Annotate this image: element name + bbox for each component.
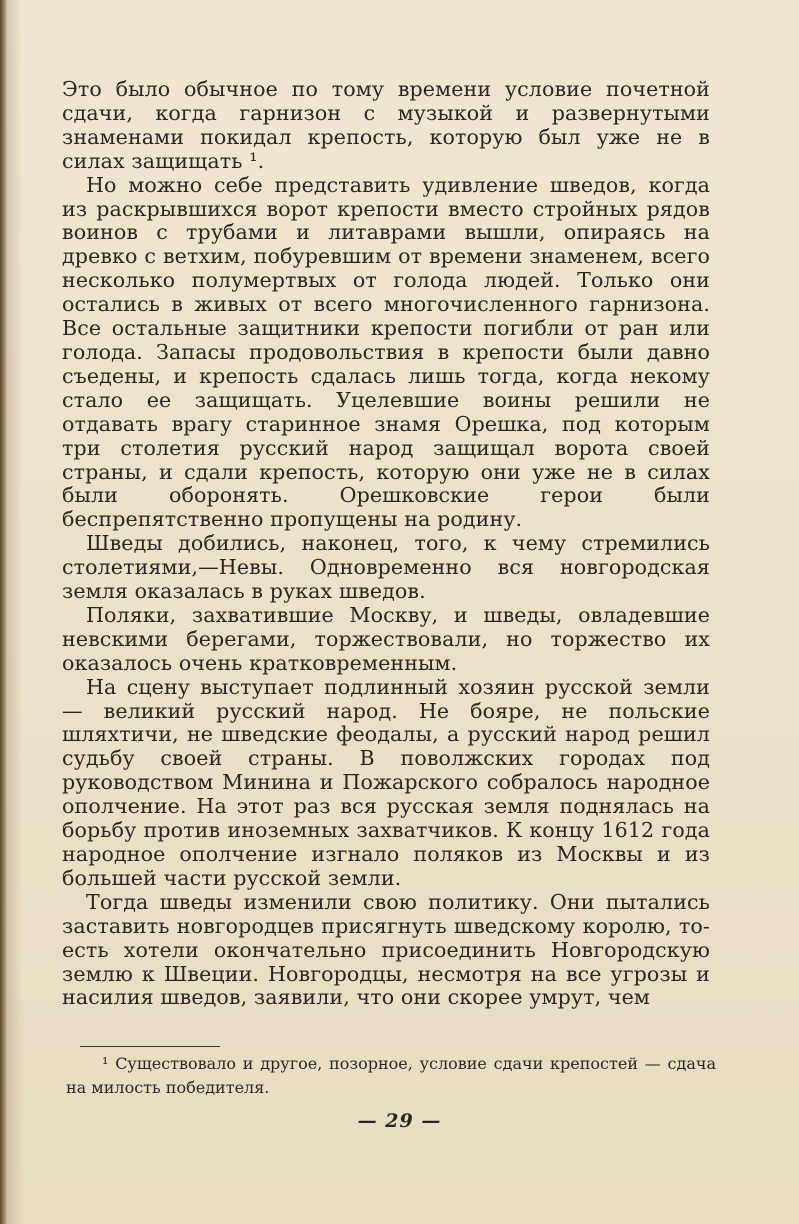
paragraph-6: Тогда шведы изменили свою политику. Они пытались заставить новгородцев присягнуть шведскому королю, то-есть хотели окончательно присоединить Новгородскую землю к Швеции. Новгородцы, несмотря на все угрозы и насилия шведов, заявили, что они скорее умрут, чем [62,889,710,1010]
page-number: — 29 — [357,1110,442,1132]
paragraph-4: Поляки, захватившие Москву, и шведы, овладевшие невскими берегами, торжествовали, но торжество их оказалось очень кратковременным. [62,602,710,675]
footnote: ¹ Существовало и другое, позорное, условие сдачи крепостей — сдача на милость победителя. [66,1054,716,1097]
paragraph-2: Но можно себе представить удивление шведов, когда из раскрывшихся ворот крепости вместо стройных рядов воинов с трубами и литаврами вышли, опираясь на древко с ветхим, побуревшим от времени знаменем, всего несколько полумертвых от голода людей. Только они остались в живых от всего многочисленного гарнизона. Все остальные защитники крепости погибли от ран или голода. Запасы продовольствия в крепости были давно съедены, и крепость сдалась лишь тогда, когда некому стало ее защищать. Уцелевшие воины решили не отдавать врагу старинное знамя Орешка, под которым три столетия русский народ защищал ворота своей страны, и сдали крепость, которую они уже не в силах были оборонять. Орешковские герои были беспрепятственно пропущены на родину. [62,172,710,532]
paragraph-5: На сцену выступает подлинный хозяин русской земли — великий русский народ. Не бояре, не польские шляхтичи, не шведские феодалы, а русский народ решил судьбу своей страны. В поволжских городах под руководством Минина и Пожарского собралось народное ополчение. На этот раз вся русская земля поднялась на борьбу против иноземных захватчиков. К концу 1612 года народное ополчение изгнало поляков из Москвы и из большей части русской земли. [62,674,710,890]
paragraph-3: Шведы добились, наконец, того, к чему стремились столетиями,—Невы. Одновременно вся новгородская земля оказалась в руках шведов. [62,531,710,604]
paragraph-1: Это было обычное по тому времени условие почетной сдачи, когда гарнизон с музыкой и развернутыми знаменами покидал крепость, которую был уже не в силах защищать ¹. [62,77,710,173]
footnote-divider [80,1046,220,1047]
body-text [62,78,710,1010]
binding-edge [0,0,7,1224]
